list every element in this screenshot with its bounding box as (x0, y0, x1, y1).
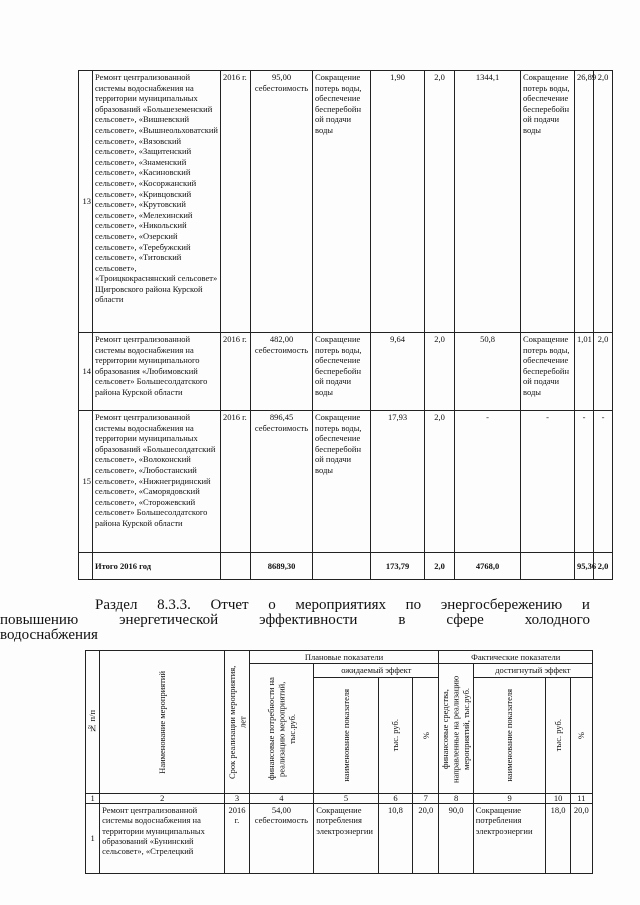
column-number: 3 (225, 793, 249, 803)
planned-percent: 2,0 (425, 71, 455, 333)
column-number: 8 (439, 793, 473, 803)
header-actual: Фактические показатели (439, 651, 593, 664)
column-number: 6 (378, 793, 412, 803)
planned-percent: 2,0 (425, 333, 455, 411)
expected-effect: Сокращение потерь воды, обеспечение бесперебойн ой подачи воды (313, 411, 371, 553)
measure-name: Ремонт централизованной системы водоснабжения на территории муниципального образования «Любимовский сельсовет» Большесолдатского района Курской области (93, 333, 221, 411)
achieved-effect: Сокращение потерь воды, обеспечение бесперебойн ой подачи воды (521, 333, 575, 411)
total-planned-thousand-rub: 173,79 (371, 553, 425, 580)
actual-thousand-rub: 26,89 (575, 71, 594, 333)
column-number: 2 (100, 793, 225, 803)
total-actual-thousand-rub: 95,36 (575, 553, 594, 580)
header-expected-effect: ожидаемый эффект (314, 664, 439, 677)
header-fact-percent: % (570, 677, 592, 793)
section-heading-line-2: повышению энергетической эффективности в сфере холодного (0, 612, 590, 628)
row-number: 13 (79, 71, 93, 333)
total-empty-cell (521, 553, 575, 580)
column-number: 5 (314, 793, 379, 803)
header-achieved-effect: достигнутый эффект (473, 664, 592, 677)
table-row (79, 411, 613, 553)
actual-percent: - (594, 411, 613, 553)
actual-funds: 90,0 (439, 803, 473, 873)
total-planned-percent: 2,0 (425, 553, 455, 580)
total-empty-cell (221, 553, 251, 580)
planned-cost: 482,00 себестоимость (251, 333, 313, 411)
section-heading-line-3: водоснабжения (0, 627, 98, 643)
measure-name: Ремонт централизованной системы водоснабжения на территории муниципальных образований «Большесолдатский сельсовет», «Волоконский сельсовет», «Любостанский сельсовет», «Нижнегридинский сельсовет», «Саморядовский сельсовет», «Сторожевский сельсовет» Большесолдатского района Курской области (93, 411, 221, 553)
column-number: 4 (249, 793, 314, 803)
total-empty-cell (79, 553, 93, 580)
energy-saving-table (85, 650, 593, 874)
table-row (79, 333, 613, 411)
header-fact-funds: финансовые средства, направленные на реализацию мероприятий, тыс.руб. (439, 664, 473, 793)
expected-effect: Сокращение потерь воды, обеспечение бесперебойн ой подачи воды (313, 333, 371, 411)
implementation-year: 2016 г. (221, 411, 251, 553)
planned-thousand-rub: 10,8 (378, 803, 412, 873)
achieved-effect: Сокращение потерь воды, обеспечение бесперебойн ой подачи воды (521, 71, 575, 333)
header-plan-funds: финансовые потребности на реализацию мероприятий, тыс.руб. (249, 664, 314, 793)
expected-effect: Сокращение потребления электроэнергии (314, 803, 379, 873)
implementation-year: 2016 г. (221, 333, 251, 411)
table-row (79, 71, 613, 333)
column-number: 7 (413, 793, 439, 803)
planned-cost: 896,45 себестоимость (251, 411, 313, 553)
section-heading-line-1: Раздел 8.3.3. Отчет о мероприятиях по энергосбережению и (95, 597, 590, 613)
actual-thousand-rub: 18,0 (546, 803, 570, 873)
actual-percent: 2,0 (594, 71, 613, 333)
achieved-effect: Сокращение потребления электроэнергии (473, 803, 546, 873)
row-number: 1 (86, 803, 100, 873)
column-number-row (86, 793, 593, 803)
actual-funds: 1344,1 (455, 71, 521, 333)
total-row (79, 553, 613, 580)
actual-thousand-rub: 1,01 (575, 333, 594, 411)
total-actual-funds: 4768,0 (455, 553, 521, 580)
planned-thousand-rub: 17,93 (371, 411, 425, 553)
implementation-year: 2016 г. (225, 803, 249, 873)
planned-thousand-rub: 9,64 (371, 333, 425, 411)
planned-cost: 95,00 себестоимость (251, 71, 313, 333)
header-fact-indicator-name: наименование показателя (473, 677, 546, 793)
actual-funds: - (455, 411, 521, 553)
actual-percent: 2,0 (594, 333, 613, 411)
actual-funds: 50,8 (455, 333, 521, 411)
column-number: 10 (546, 793, 570, 803)
header-term: Срок реализации мероприятия, лет (225, 651, 249, 794)
planned-percent: 20,0 (413, 803, 439, 873)
row-number: 14 (79, 333, 93, 411)
row-number: 15 (79, 411, 93, 553)
header-fact-thousand-rub: тыс. руб. (546, 677, 570, 793)
total-empty-cell (313, 553, 371, 580)
measure-name: Ремонт централизованной системы водоснабжения на территории муниципальных образований «Большеземенский сельсовет», «Вишневский сельсовет», «Вышнеольховатский сельсовет», «Вязовский сельсовет», «Защитенский сельсовет», «Знаменский сельсовет», «Касиновский сельсовет», «Косоржанский сельсовет», «Кривцовский сельсовет», «Крутовский сельсовет», «Мелехинский сельсовет», «Никольский сельсовет», «Озерский сельсовет», «Теребужский сельсовет», «Титовский сельсовет», «Троицкокраснянский сельсовет» Щигровского района Курской области (93, 71, 221, 333)
actual-thousand-rub: - (575, 411, 594, 553)
planned-cost: 54,00 себестоимость (249, 803, 314, 873)
planned-thousand-rub: 1,90 (371, 71, 425, 333)
header-indicator-name: наименование показателя (314, 677, 379, 793)
measure-name: Ремонт централизованной системы водоснабжения на территории муниципальных образований «Бунинский сельсовет», «Стрелецкий (100, 803, 225, 873)
total-label: Итого 2016 год (93, 553, 221, 580)
section-heading (0, 597, 590, 643)
column-number: 9 (473, 793, 546, 803)
header-thousand-rub: тыс. руб. (378, 677, 412, 793)
implementation-year: 2016 г. (221, 71, 251, 333)
header-planned: Плановые показатели (249, 651, 439, 664)
header-percent: % (413, 677, 439, 793)
achieved-effect: - (521, 411, 575, 553)
actual-percent: 20,0 (570, 803, 592, 873)
table-row (86, 803, 593, 873)
header-number: № п/п (86, 651, 100, 794)
column-number: 1 (86, 793, 100, 803)
total-cost: 8689,30 (251, 553, 313, 580)
column-number: 11 (570, 793, 592, 803)
total-actual-percent: 2,0 (594, 553, 613, 580)
planned-percent: 2,0 (425, 411, 455, 553)
expected-effect: Сокращение потерь воды, обеспечение бесперебойн ой подачи воды (313, 71, 371, 333)
header-name: Наименование мероприятий (100, 651, 225, 794)
continuation-table (78, 70, 613, 580)
